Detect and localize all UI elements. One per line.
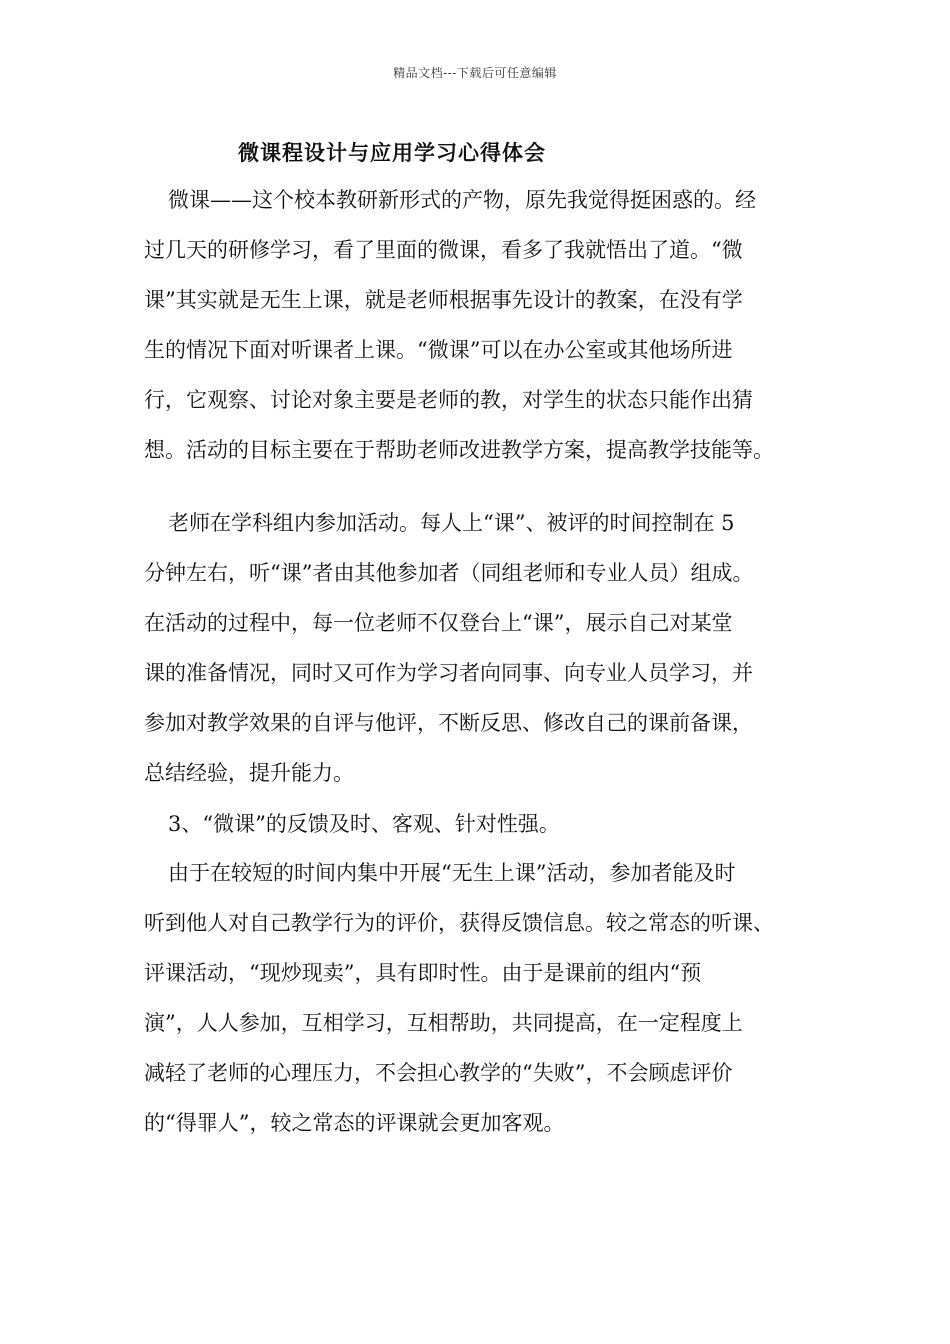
paragraph-line: 参加对教学效果的自评与他评，不断反思、修改自己的课前备课，	[144, 711, 753, 735]
paragraph-line: 课的准备情况，同时又可作为学习者向同事、向专业人员学习，并	[144, 661, 753, 685]
section-heading-line: 3、“微课”的反馈及时、客观、针对性强。	[168, 812, 560, 836]
section-heading-3	[144, 799, 814, 849]
paragraph-line: 微课——这个校本教研新形式的产物，原先我觉得挺困惑的。经	[168, 188, 756, 212]
paragraph-line: 在活动的过程中，每一位老师不仅登台上“课”，展示自己对某堂	[144, 611, 733, 635]
paragraph-line: 听到他人对自己教学行为的评价，获得反馈信息。较之常态的听课、	[144, 911, 774, 935]
paragraph-line: 评课活动，“现炒现卖”，具有即时性。由于是课前的组内“预	[144, 961, 702, 985]
paragraph-line: 生的情况下面对听课者上课。“微课”可以在办公室或其他场所进	[144, 338, 733, 362]
paragraph-line: 过几天的研修学习，看了里面的微课，看多了我就悟出了道。“微	[144, 238, 743, 262]
paragraph-activity	[144, 498, 814, 798]
paragraph-line: 分钟左右，听“课”者由其他参加者（同组老师和专业人员）组成。	[144, 561, 754, 585]
paragraph-feedback	[144, 848, 814, 1148]
paragraph-line: 的“得罪人”，较之常态的评课就会更加客观。	[144, 1111, 565, 1135]
paragraph-line: 课”其实就是无生上课，就是老师根据事先设计的教案，在没有学	[144, 288, 743, 312]
paragraph-line: 演”，人人参加，互相学习，互相帮助，共同提高，在一定程度上	[144, 1011, 743, 1035]
paragraph-line: 减轻了老师的心理压力，不会担心教学的“失败”，不会顾虑评价	[144, 1061, 733, 1085]
paragraph-line: 老师在学科组内参加活动。每人上“课”、被评的时间控制在 5	[168, 511, 735, 535]
paragraph-line: 想。活动的目标主要在于帮助老师改进教学方案，提高教学技能等。	[144, 438, 774, 462]
document-title: 微课程设计与应用学习心得体会	[238, 140, 546, 165]
paragraph-intro	[144, 175, 814, 475]
paragraph-line: 行，它观察、讨论对象主要是老师的教，对学生的状态只能作出猜	[144, 388, 753, 412]
paragraph-line: 由于在较短的时间内集中开展“无生上课”活动，参加者能及时	[168, 861, 736, 885]
page-header: 精品文档---下载后可任意编辑	[393, 66, 557, 80]
paragraph-line: 总结经验，提升能力。	[144, 761, 354, 785]
